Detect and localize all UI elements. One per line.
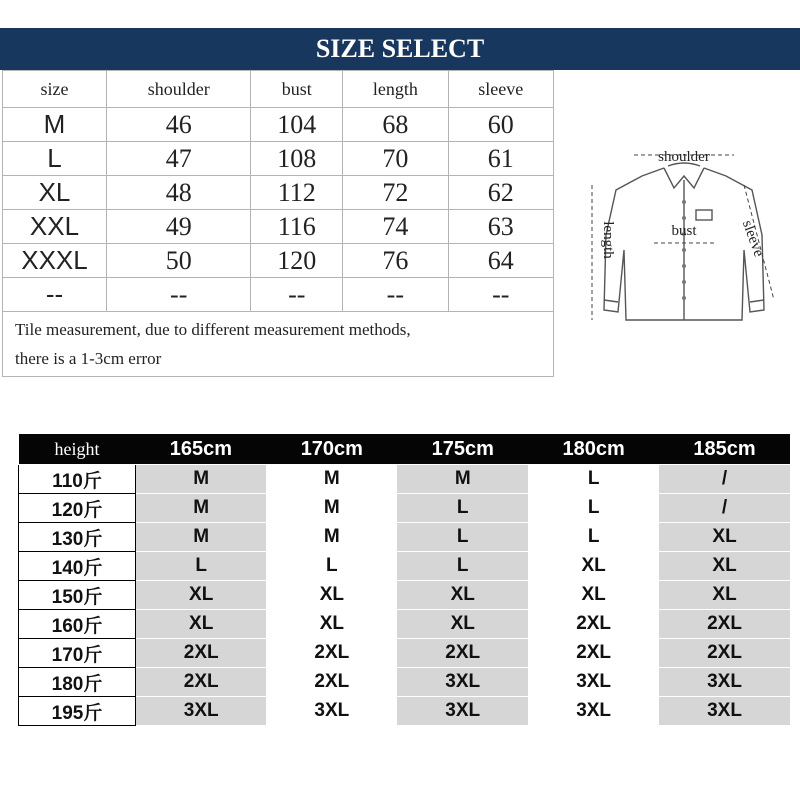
header-170cm: 170cm xyxy=(266,434,397,465)
bust-label: bust xyxy=(671,223,697,239)
table-row xyxy=(19,494,791,523)
size-cell: XL xyxy=(659,523,790,552)
note-line-2: there is a 1-3cm error xyxy=(15,349,162,368)
size-cell: L xyxy=(136,552,267,581)
bust-cell: 108 xyxy=(251,142,343,176)
shirt-diagram xyxy=(584,140,784,340)
header-bust: bust xyxy=(251,71,343,108)
note-line-1: Tile measurement, due to different measurement methods, xyxy=(15,320,411,339)
size-cell: XL xyxy=(397,610,528,639)
size-cell: M xyxy=(266,523,397,552)
header-185cm: 185cm xyxy=(659,434,790,465)
note-row xyxy=(3,312,554,377)
length-cell: 70 xyxy=(343,142,448,176)
header-shoulder: shoulder xyxy=(107,71,251,108)
length-cell: 68 xyxy=(343,108,448,142)
table-row xyxy=(19,697,791,726)
size-cell: M xyxy=(136,465,267,494)
size-cell: 2XL xyxy=(528,639,659,668)
header-size: size xyxy=(3,71,107,108)
table-row xyxy=(3,278,554,312)
size-cell: M xyxy=(266,494,397,523)
size-cell: 2XL xyxy=(659,639,790,668)
sleeve-cell: 61 xyxy=(448,142,553,176)
size-cell: XL xyxy=(3,176,107,210)
size-cell: 3XL xyxy=(528,697,659,726)
size-cell: / xyxy=(659,465,790,494)
shoulder-cell: 46 xyxy=(107,108,251,142)
table-row xyxy=(3,142,554,176)
size-cell: 3XL xyxy=(528,668,659,697)
bust-cell: 104 xyxy=(251,108,343,142)
bust-cell: 116 xyxy=(251,210,343,244)
length-cell: 74 xyxy=(343,210,448,244)
size-cell: L xyxy=(528,465,659,494)
weight-label: 140斤 xyxy=(19,552,136,581)
size-cell: 2XL xyxy=(136,639,267,668)
header-175cm: 175cm xyxy=(397,434,528,465)
header-length: length xyxy=(343,71,448,108)
size-cell: L xyxy=(397,523,528,552)
shoulder-cell: 48 xyxy=(107,176,251,210)
weight-label: 195斤 xyxy=(19,697,136,726)
size-table-header xyxy=(3,71,554,108)
table-row xyxy=(3,176,554,210)
table-row xyxy=(19,523,791,552)
shoulder-cell: 49 xyxy=(107,210,251,244)
weight-label: 130斤 xyxy=(19,523,136,552)
weight-label: 110斤 xyxy=(19,465,136,494)
size-cell: M xyxy=(136,523,267,552)
size-cell: -- xyxy=(3,278,107,312)
sleeve-cell: 63 xyxy=(448,210,553,244)
size-cell: M xyxy=(266,465,397,494)
size-cell: XXL xyxy=(3,210,107,244)
length-label: length xyxy=(600,221,616,259)
size-cell: M xyxy=(3,108,107,142)
shoulder-cell: 47 xyxy=(107,142,251,176)
height-table-header xyxy=(19,434,791,465)
size-cell: XL xyxy=(659,581,790,610)
shoulder-label: shoulder xyxy=(658,149,710,165)
size-cell: M xyxy=(397,465,528,494)
sleeve-cell: -- xyxy=(448,278,553,312)
size-cell: XL xyxy=(266,581,397,610)
sleeve-cell: 60 xyxy=(448,108,553,142)
size-cell: 3XL xyxy=(397,697,528,726)
size-cell: 3XL xyxy=(266,697,397,726)
bust-cell: 120 xyxy=(251,244,343,278)
weight-label: 170斤 xyxy=(19,639,136,668)
size-cell: 2XL xyxy=(659,610,790,639)
shoulder-cell: 50 xyxy=(107,244,251,278)
table-row xyxy=(3,210,554,244)
table-row xyxy=(19,610,791,639)
size-cell: M xyxy=(136,494,267,523)
size-cell: L xyxy=(528,523,659,552)
size-cell: 2XL xyxy=(136,668,267,697)
size-cell: XL xyxy=(528,581,659,610)
height-weight-table xyxy=(18,434,790,726)
header-height: height xyxy=(19,434,136,465)
size-cell: XL xyxy=(266,610,397,639)
page-title: SIZE SELECT xyxy=(0,28,800,70)
size-table xyxy=(2,70,554,377)
size-cell: XXXL xyxy=(3,244,107,278)
size-cell: L xyxy=(397,552,528,581)
size-cell: 2XL xyxy=(397,639,528,668)
size-cell: 2XL xyxy=(266,639,397,668)
length-cell: -- xyxy=(343,278,448,312)
size-cell: XL xyxy=(528,552,659,581)
bust-cell: 112 xyxy=(251,176,343,210)
table-row xyxy=(19,668,791,697)
size-cell: 3XL xyxy=(397,668,528,697)
length-cell: 72 xyxy=(343,176,448,210)
size-cell: L xyxy=(528,494,659,523)
table-row xyxy=(3,244,554,278)
size-cell: 2XL xyxy=(528,610,659,639)
size-cell: 3XL xyxy=(136,697,267,726)
size-cell: / xyxy=(659,494,790,523)
shoulder-cell: -- xyxy=(107,278,251,312)
measurement-note xyxy=(3,312,554,377)
weight-label: 180斤 xyxy=(19,668,136,697)
size-cell: XL xyxy=(659,552,790,581)
bust-cell: -- xyxy=(251,278,343,312)
weight-label: 120斤 xyxy=(19,494,136,523)
size-cell: L xyxy=(3,142,107,176)
header-165cm: 165cm xyxy=(136,434,267,465)
size-cell: 2XL xyxy=(266,668,397,697)
table-row xyxy=(19,552,791,581)
size-cell: 3XL xyxy=(659,668,790,697)
table-row xyxy=(19,581,791,610)
table-row xyxy=(19,465,791,494)
weight-label: 160斤 xyxy=(19,610,136,639)
size-cell: XL xyxy=(397,581,528,610)
size-cell: L xyxy=(266,552,397,581)
sleeve-cell: 64 xyxy=(448,244,553,278)
sleeve-label: sleeve xyxy=(738,218,767,259)
size-cell: 3XL xyxy=(659,697,790,726)
header-sleeve: sleeve xyxy=(448,71,553,108)
table-row xyxy=(19,639,791,668)
size-cell: XL xyxy=(136,581,267,610)
size-cell: L xyxy=(397,494,528,523)
length-cell: 76 xyxy=(343,244,448,278)
header-180cm: 180cm xyxy=(528,434,659,465)
table-row xyxy=(3,108,554,142)
sleeve-cell: 62 xyxy=(448,176,553,210)
size-cell: XL xyxy=(136,610,267,639)
weight-label: 150斤 xyxy=(19,581,136,610)
